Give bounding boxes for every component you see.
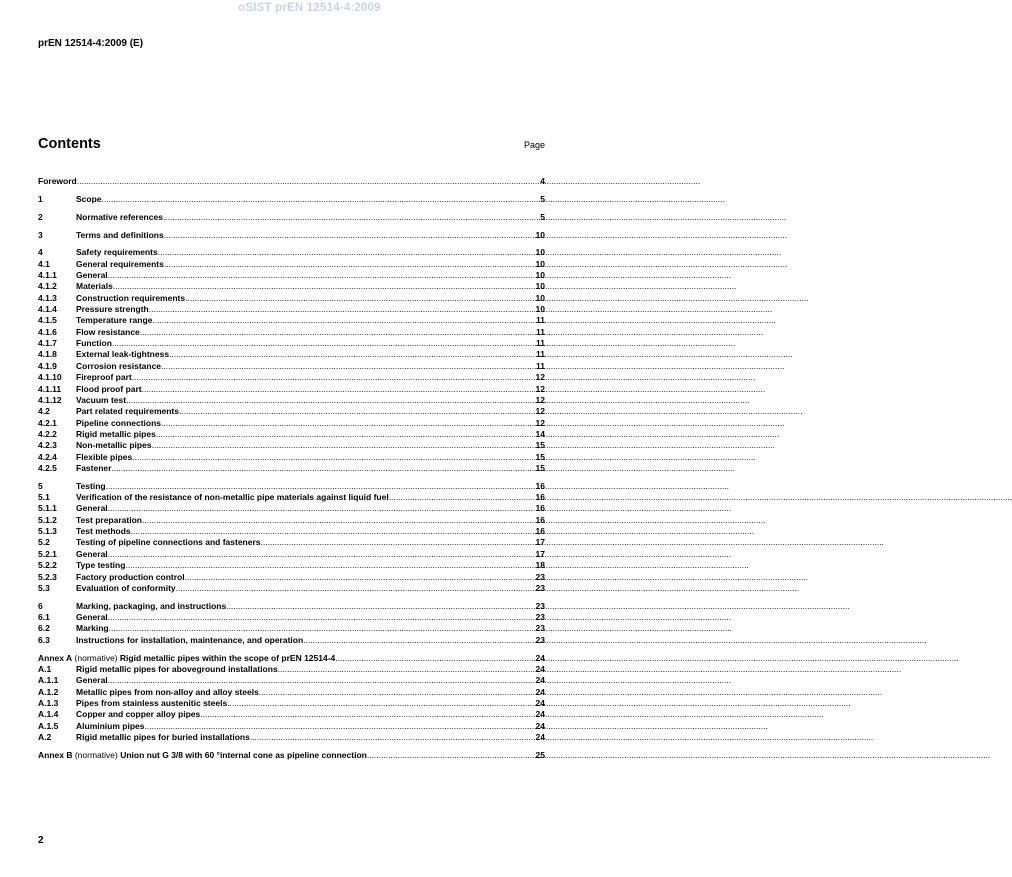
toc-entry[interactable] <box>38 212 545 223</box>
toc-dot-leader <box>77 176 541 187</box>
toc-entry[interactable] <box>38 526 545 537</box>
toc-entry-page: 12 <box>535 372 545 383</box>
toc-entry-number: 3 <box>38 229 43 240</box>
toc-entry[interactable] <box>38 463 545 474</box>
toc-entry-page: 23 <box>535 634 545 645</box>
toc-entry-page: 10 <box>535 281 545 292</box>
toc-entry-title: Terms and definitions <box>76 229 164 240</box>
toc-entry-page: 24 <box>535 686 545 697</box>
toc-dot-leader <box>161 361 536 372</box>
toc-entry-page: 24 <box>535 663 545 674</box>
toc-entry-title: Normative references <box>76 211 163 222</box>
toc-entry-page: 16 <box>535 514 545 525</box>
toc-dot-leader <box>152 315 536 326</box>
toc-entry-page: 10 <box>535 292 545 303</box>
toc-entry-title: Fireproof part <box>76 372 132 383</box>
toc-entry-page: 18 <box>535 560 545 571</box>
toc-entry-title: Corrosion resistance <box>76 360 162 371</box>
toc-entry-page: 12 <box>535 417 545 428</box>
toc-dot-leader <box>335 653 535 664</box>
toc-dot-leader <box>108 270 536 281</box>
toc-entry[interactable] <box>38 687 545 698</box>
toc-entry-title: Rigid metallic pipes for buried installations <box>76 731 250 742</box>
toc-entry-page: 10 <box>535 229 545 240</box>
toc-entry[interactable] <box>38 361 545 372</box>
toc-entry-number: A.1.4 <box>38 709 59 720</box>
toc-entry[interactable] <box>38 304 545 315</box>
toc-dot-leader <box>259 687 536 698</box>
toc-entry-title: Evaluation of conformity <box>76 582 176 593</box>
toc-entry-page: 17 <box>535 548 545 559</box>
toc-entry-title: Rigid metallic pipes for aboveground installations <box>76 663 278 674</box>
toc-entry-title: Test methods <box>76 526 131 537</box>
toc-dot-leader <box>132 372 536 383</box>
toc-dot-leader <box>164 259 536 270</box>
toc-dot-leader <box>303 635 535 646</box>
toc-dot-leader <box>112 338 536 349</box>
toc-entry-page: 10 <box>535 304 545 315</box>
toc-entry[interactable] <box>38 247 545 258</box>
toc-entry-title: General <box>76 270 108 281</box>
toc-entry[interactable] <box>38 384 545 395</box>
toc-entry[interactable] <box>38 635 545 646</box>
toc-entry-page: 24 <box>535 720 545 731</box>
toc-entry[interactable] <box>38 492 545 503</box>
toc-entry-number: 4.1.6 <box>38 326 57 337</box>
contents-heading: Contents <box>38 136 101 152</box>
page-number: 2 <box>38 835 44 846</box>
toc-dot-leader <box>389 492 536 503</box>
toc-entry-page: 24 <box>535 675 545 686</box>
toc-entry[interactable] <box>38 452 545 463</box>
toc-entry[interactable] <box>38 601 545 612</box>
toc-entry-number: 4.1.1 <box>38 270 57 281</box>
toc-entry-number: A.1.5 <box>38 720 59 731</box>
toc-entry-number: 4.1.5 <box>38 315 57 326</box>
toc-dot-leader <box>226 601 535 612</box>
toc-entry-title: Construction requirements <box>76 292 186 303</box>
toc-entry-title: Safety requirements <box>76 247 158 258</box>
toc-dot-leader <box>152 440 536 451</box>
toc-entry[interactable] <box>38 270 545 281</box>
toc-entry-title: Function <box>76 338 112 349</box>
toc-entry-title: Marking, packaging, and instructions <box>76 600 227 611</box>
toc-entry-number: 4.2.3 <box>38 440 57 451</box>
toc-entry-number: 6.1 <box>38 612 50 623</box>
toc-entry-page: 11 <box>536 360 545 371</box>
toc-entry-title: Flood proof part <box>76 383 142 394</box>
toc-entry-title: General <box>76 612 108 623</box>
toc-entry-page: 5 <box>540 211 545 222</box>
toc-entry-page: 15 <box>535 451 545 462</box>
toc-entry-number: 5.1.3 <box>38 526 57 537</box>
toc-entry-page: 14 <box>535 428 545 439</box>
toc-entry-number: 1 <box>38 193 43 204</box>
toc-entry[interactable] <box>38 709 545 720</box>
toc-entry-number: 4.1 <box>38 258 50 269</box>
toc-entry-page: 12 <box>535 383 545 394</box>
toc-entry-number: A.1 <box>38 663 52 674</box>
toc-entry-title: General <box>76 503 108 514</box>
toc-dot-leader <box>142 515 536 526</box>
toc-entry-title: Temperature range <box>76 315 153 326</box>
page-column-label: Page <box>523 140 545 150</box>
toc-entry-number: A.2 <box>38 731 52 742</box>
toc-entry[interactable] <box>38 176 545 187</box>
toc-entry-page: 23 <box>535 612 545 623</box>
toc-dot-leader <box>142 384 536 395</box>
toc-dot-leader <box>108 549 536 560</box>
toc-entry-title: General requirements <box>76 258 164 269</box>
toc-entry-title: Test preparation <box>76 514 142 525</box>
toc-entry-number: 4.2.1 <box>38 417 57 428</box>
toc-entry-number: 5.3 <box>38 582 50 593</box>
toc-entry[interactable] <box>38 194 545 205</box>
toc-entry[interactable] <box>38 315 545 326</box>
toc-dot-leader <box>140 327 536 338</box>
toc-entry-number: 4.1.11 <box>38 383 62 394</box>
toc-entry[interactable] <box>38 281 545 292</box>
toc-entry-number: 5.1 <box>38 492 50 503</box>
toc-entry[interactable] <box>38 623 545 634</box>
toc-entry[interactable] <box>38 372 545 383</box>
toc-dot-leader <box>169 349 536 360</box>
toc-entry-title: Type testing <box>76 560 126 571</box>
toc-entry-number: 4.1.2 <box>38 281 57 292</box>
toc-entry-number: 4.1.10 <box>38 372 62 383</box>
toc-entry-title: Pipeline connections <box>76 417 162 428</box>
toc-entry[interactable] <box>38 664 545 675</box>
toc-entry[interactable] <box>38 440 545 451</box>
toc-entry-title: Vacuum test <box>76 394 127 405</box>
toc-dot-leader <box>161 418 536 429</box>
toc-entry[interactable] <box>38 515 545 526</box>
toc-entry[interactable] <box>38 560 545 571</box>
toc-entry-number: 4.1.3 <box>38 292 57 303</box>
toc-entry-page: 23 <box>535 600 545 611</box>
toc-entry-page: 4 <box>540 176 545 186</box>
toc-entry[interactable] <box>38 349 545 360</box>
toc-entry[interactable] <box>38 732 545 743</box>
toc-entry-title: Foreword <box>38 176 77 186</box>
toc-entry-title: Non-metallic pipes <box>76 440 152 451</box>
toc-entry[interactable] <box>38 675 545 686</box>
toc-dot-leader <box>200 709 535 720</box>
toc-entry[interactable] <box>38 406 545 417</box>
toc-entry[interactable] <box>38 721 545 732</box>
toc-entry-title: External leak-tightness <box>76 349 170 360</box>
toc-entry-number: 2 <box>38 211 43 222</box>
toc-entry-title: Copper and copper alloy pipes <box>76 709 201 720</box>
toc-dot-leader <box>102 194 541 205</box>
toc-dot-leader <box>163 212 540 223</box>
toc-entry-page: 16 <box>535 480 545 491</box>
toc-entry-number: 5.1.2 <box>38 514 57 525</box>
toc-entry-number: 5.2.2 <box>38 560 57 571</box>
toc-entry-title: Scope <box>76 193 102 204</box>
toc-entry-page: 12 <box>535 406 545 417</box>
toc-entry[interactable] <box>38 418 545 429</box>
toc-entry-title: Testing <box>76 480 106 491</box>
toc-dot-leader <box>227 698 535 709</box>
toc-entry-title: Factory production control <box>76 571 185 582</box>
toc-dot-leader <box>156 429 536 440</box>
toc-entry[interactable] <box>38 259 545 270</box>
toc-entry-page: 24 <box>535 731 545 742</box>
toc-dot-leader <box>125 560 535 571</box>
table-of-contents <box>38 176 545 761</box>
toc-entry-title: Marking <box>76 623 109 634</box>
toc-entry-number: 4.1.7 <box>38 338 57 349</box>
toc-entry-number: 4.2.4 <box>38 451 57 462</box>
toc-entry-title: Rigid metallic pipes <box>76 428 156 439</box>
toc-entry-number: A.1.1 <box>38 675 59 686</box>
toc-entry-page: 17 <box>535 537 545 548</box>
toc-entry-page: 16 <box>535 492 545 503</box>
toc-entry-page: 15 <box>535 462 545 473</box>
toc-entry-number: A.1.2 <box>38 686 59 697</box>
toc-entry-number: 6.3 <box>38 634 50 645</box>
toc-entry-title: Metallic pipes from non-alloy and alloy steels <box>76 686 259 697</box>
toc-dot-leader <box>108 675 536 686</box>
toc-entry-title: Part related requirements <box>76 406 179 417</box>
toc-dot-leader <box>113 281 536 292</box>
toc-dot-leader <box>111 463 535 474</box>
toc-entry-page: 23 <box>535 571 545 582</box>
toc-entry[interactable] <box>38 612 545 623</box>
toc-dot-leader <box>108 612 536 623</box>
toc-dot-leader <box>164 230 536 241</box>
toc-entry-number: 4 <box>38 247 43 258</box>
toc-dot-leader <box>261 537 536 548</box>
toc-entry-title: Annex A (normative) Rigid metallic pipes within the scope of prEN 12514-4 <box>38 652 336 663</box>
toc-entry-page: 24 <box>535 652 545 663</box>
toc-entry[interactable] <box>38 293 545 304</box>
toc-entry-title: Verification of the resistance of non-metallic pipe materials against liquid fuel <box>76 492 389 503</box>
toc-entry-number: A.1.3 <box>38 697 59 708</box>
toc-dot-leader <box>109 623 536 634</box>
toc-entry-title: Fastener <box>76 462 112 473</box>
toc-entry[interactable] <box>38 572 545 583</box>
toc-entry[interactable] <box>38 327 545 338</box>
toc-entry[interactable] <box>38 549 545 560</box>
toc-entry[interactable] <box>38 481 545 492</box>
toc-dot-leader <box>250 732 536 743</box>
toc-dot-leader <box>278 664 536 675</box>
toc-dot-leader <box>131 526 536 537</box>
toc-entry-number: 5.2.3 <box>38 571 57 582</box>
toc-entry-title: Pipes from stainless austenitic steels <box>76 697 228 708</box>
toc-entry-title: Testing of pipeline connections and fasteners <box>76 537 261 548</box>
toc-entry-number: 4.1.12 <box>38 394 62 405</box>
toc-entry-title: Annex B (normative) Union nut G 3/8 with 60 °internal cone as pipeline connection <box>38 749 367 760</box>
toc-entry-page: 5 <box>540 193 545 204</box>
toc-entry-number: 5.2 <box>38 537 50 548</box>
toc-entry-page: 15 <box>535 440 545 451</box>
toc-entry[interactable] <box>38 429 545 440</box>
toc-entry-title: Flexible pipes <box>76 451 133 462</box>
toc-entry-page: 11 <box>536 315 545 326</box>
toc-entry[interactable] <box>38 750 545 761</box>
toc-entry-page: 10 <box>535 247 545 258</box>
toc-entry-page: 25 <box>535 749 545 760</box>
toc-entry-page: 24 <box>535 697 545 708</box>
toc-entry[interactable] <box>38 230 545 241</box>
toc-entry[interactable] <box>38 338 545 349</box>
toc-entry-page: 10 <box>535 258 545 269</box>
toc-entry-title: Pressure strength <box>76 304 149 315</box>
toc-entry-page: 16 <box>535 503 545 514</box>
toc-dot-leader <box>144 721 535 732</box>
toc-entry[interactable] <box>38 583 545 594</box>
toc-entry-title: Aluminium pipes <box>76 720 145 731</box>
toc-dot-leader <box>106 481 536 492</box>
toc-dot-leader <box>126 395 535 406</box>
toc-entry-page: 10 <box>535 270 545 281</box>
toc-entry-number: 5 <box>38 480 43 491</box>
toc-dot-leader <box>185 572 536 583</box>
toc-entry-title: Instructions for installation, maintenance, and operation <box>76 634 304 645</box>
toc-entry-number: 4.2.2 <box>38 428 57 439</box>
document-identifier: prEN 12514-4:2009 (E) <box>38 38 144 49</box>
toc-entry-title: Materials <box>76 281 113 292</box>
toc-entry-page: 11 <box>536 326 545 337</box>
toc-entry[interactable] <box>38 395 545 406</box>
toc-entry-title: General <box>76 675 108 686</box>
toc-entry-number: 4.2 <box>38 406 50 417</box>
toc-entry-title: General <box>76 548 108 559</box>
toc-entry-title: Flow resistance <box>76 326 140 337</box>
toc-entry[interactable] <box>38 537 545 548</box>
toc-dot-leader <box>149 304 536 315</box>
toc-entry-number: 5.2.1 <box>38 548 57 559</box>
toc-dot-leader <box>367 750 536 761</box>
watermark: oSIST prEN 12514-4:2009 <box>238 2 381 14</box>
toc-entry-number: 6.2 <box>38 623 50 634</box>
toc-dot-leader <box>108 503 536 514</box>
toc-entry-page: 23 <box>535 582 545 593</box>
toc-dot-leader <box>179 406 536 417</box>
toc-entry[interactable] <box>38 653 545 664</box>
toc-entry-number: 4.1.8 <box>38 349 57 360</box>
toc-entry-number: 4.2.5 <box>38 462 57 473</box>
toc-entry[interactable] <box>38 503 545 514</box>
toc-entry-number: 4.1.9 <box>38 360 57 371</box>
toc-dot-leader <box>132 452 535 463</box>
toc-entry-page: 11 <box>536 338 545 349</box>
toc-entry-page: 24 <box>535 709 545 720</box>
toc-entry-number: 5.1.1 <box>38 503 57 514</box>
toc-dot-leader <box>185 293 535 304</box>
toc-entry-number: 4.1.4 <box>38 304 57 315</box>
toc-entry-number: 6 <box>38 600 43 611</box>
toc-entry-page: 11 <box>536 349 545 360</box>
toc-entry-page: 16 <box>535 526 545 537</box>
toc-dot-leader <box>176 583 536 594</box>
toc-entry-page: 12 <box>535 394 545 405</box>
toc-entry-page: 23 <box>535 623 545 634</box>
toc-entry[interactable] <box>38 698 545 709</box>
toc-dot-leader <box>158 247 536 258</box>
